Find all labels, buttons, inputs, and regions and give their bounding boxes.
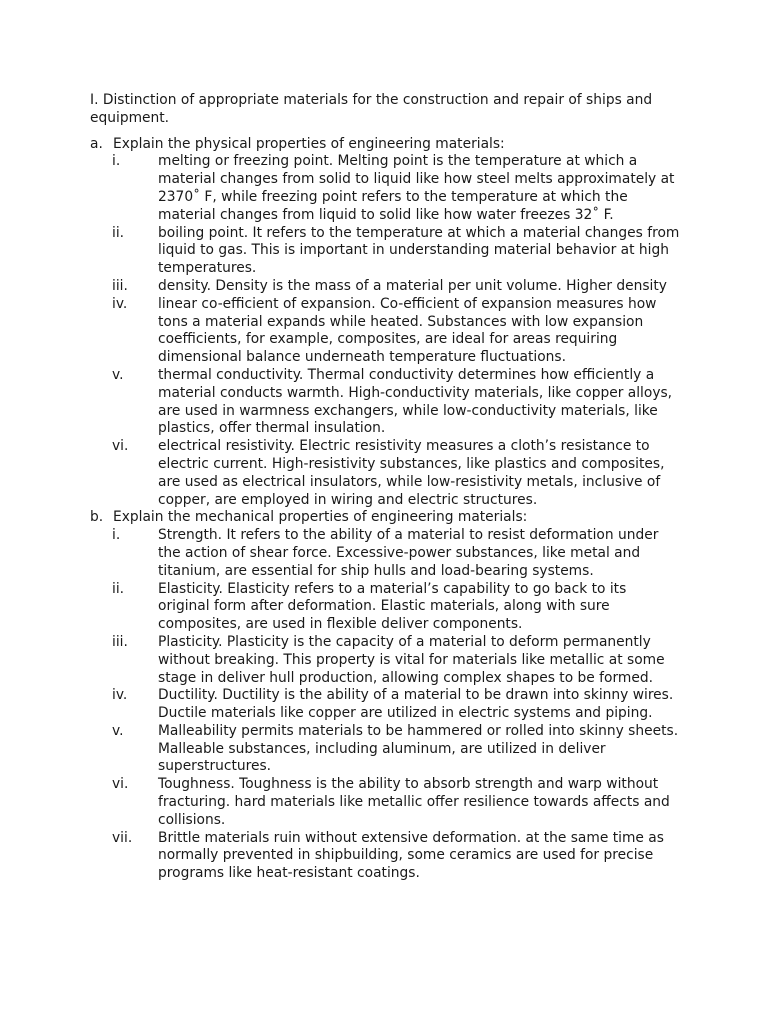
section-title: Explain the mechanical properties of engineering materials:	[113, 509, 528, 526]
item-numeral: i.	[112, 527, 121, 544]
item-numeral: vii.	[112, 829, 133, 846]
section-letter: b.	[90, 509, 104, 526]
item-numeral: iv.	[112, 295, 128, 312]
list-item	[90, 776, 690, 829]
item-text: Malleability permits materials to be hammered or rolled into skinny sheets. Malleable substances, including aluminum, are utilized in deliver superstructures.	[158, 722, 679, 775]
item-numeral: vi.	[112, 776, 129, 793]
section-letter: a.	[90, 135, 103, 152]
item-text: Ductility. Ductility is the ability of a material to be drawn into skinny wires. Ductile materials like copper are utilized in electric systems and piping.	[158, 687, 674, 722]
list-item	[90, 153, 690, 224]
section-item-list	[90, 153, 690, 509]
item-text: density. Density is the mass of a material per unit volume. Higher density	[158, 277, 667, 294]
section-item-list	[90, 527, 690, 883]
item-text: boiling point. It refers to the temperature at which a material changes from liquid to gas. This is important in understanding material behavior at high temperatures.	[158, 224, 680, 277]
list-item	[90, 438, 690, 509]
item-text: Brittle materials ruin without extensive deformation. at the same time as normally prevented in shipbuilding, some ceramics are used for precise programs like heat-resistant coatings.	[158, 829, 664, 882]
item-text: Elasticity. Elasticity refers to a material’s capability to go back to its original form after deformation. Elastic materials, along with sure composites, are used in flexible deliver components.	[158, 580, 627, 633]
list-item	[90, 634, 690, 687]
item-text: melting or freezing point. Melting point is the temperature at which a material changes from solid to liquid like how steel melts approximately at 2370˚ F, while freezing point refers to the temperature at which the material changes from liquid to solid like how water freezes 32˚ F.	[158, 153, 675, 223]
list-item	[90, 687, 690, 723]
list-item	[90, 296, 690, 367]
section-header	[90, 136, 690, 154]
section-title: Explain the physical properties of engineering materials:	[113, 135, 505, 152]
list-item	[90, 723, 690, 776]
item-text: Toughness. Toughness is the ability to absorb strength and warp without fracturing. hard materials like metallic offer resilience towards affects and collisions.	[158, 776, 670, 828]
document-page	[90, 92, 690, 883]
item-numeral: iii.	[112, 277, 128, 294]
list-item	[90, 278, 690, 296]
item-numeral: iv.	[112, 687, 128, 704]
item-text: Strength. It refers to the ability of a material to resist deformation under the action of shear force. Excessive-power substances, like metal and titanium, are essential for ship hulls and load-bearing systems.	[158, 527, 659, 579]
item-numeral: ii.	[112, 580, 125, 597]
item-numeral: vi.	[112, 438, 129, 455]
list-item	[90, 830, 690, 883]
item-numeral: v.	[112, 366, 124, 383]
item-numeral: i.	[112, 153, 121, 170]
list-item	[90, 367, 690, 438]
item-numeral: ii.	[112, 224, 125, 241]
document-heading: I. Distinction of appropriate materials for the construction and repair of ships and equipment.	[90, 92, 653, 126]
item-text: thermal conductivity. Thermal conductivity determines how efficiently a material conducts warmth. High-conductivity materials, like copper alloys, are used in warmness exchangers, while low-conductivity materials, like plastics, offer thermal insulation.	[158, 366, 673, 437]
item-text: linear co-efficient of expansion. Co-efficient of expansion measures how tons a material expands while heated. Substances with low expansion coefficients, for example, composites, are ideal for areas requiring dimensional balance underneath temperature fluctuations.	[158, 295, 657, 366]
item-text: electrical resistivity. Electric resistivity measures a cloth’s resistance to electric current. High-resistivity substances, like plastics and composites, are used as electrical insulators, while low-resistivity metals, inclusive of copper, are employed in wiring and electric structures.	[158, 438, 665, 508]
item-text: Plasticity. Plasticity is the capacity of a material to deform permanently without breaking. This property is vital for materials like metallic at some stage in deliver hull production, allowing complex shapes to be formed.	[158, 633, 665, 686]
section-mechanical-properties	[90, 509, 690, 883]
item-numeral: v.	[112, 722, 124, 739]
section-physical-properties	[90, 136, 690, 510]
section-header	[90, 509, 690, 527]
list-item	[90, 527, 690, 580]
item-numeral: iii.	[112, 633, 128, 650]
list-item	[90, 225, 690, 278]
list-item	[90, 581, 690, 634]
